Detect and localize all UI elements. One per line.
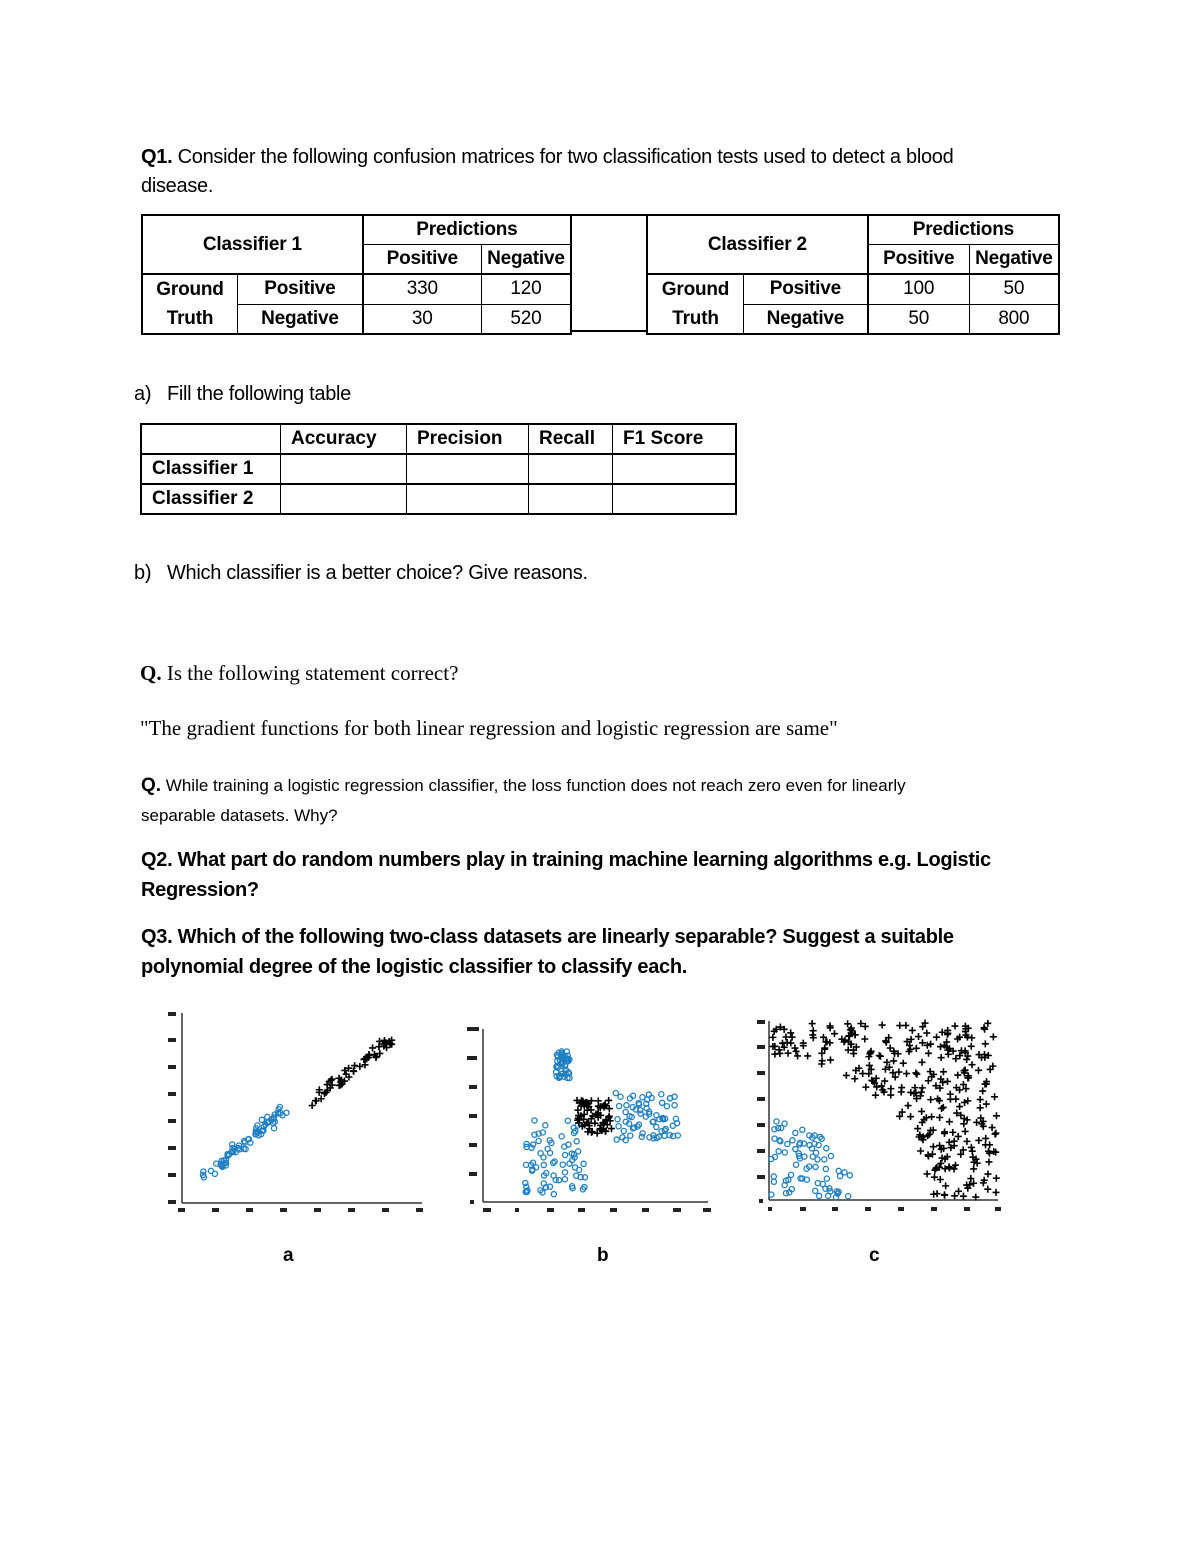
cm2-title: Classifier 2	[647, 215, 868, 274]
part-b-text: Which classifier is a better choice? Give reasons.	[166, 562, 588, 584]
cm1-row-group	[142, 274, 238, 334]
metrics-cell-recall	[529, 484, 613, 514]
q-gradient-label: Q.	[140, 661, 162, 685]
cm1-title: Classifier 1	[142, 215, 363, 274]
metrics-row-classifier-2	[141, 484, 736, 514]
cm1-col-positive: Positive	[363, 245, 482, 275]
q-gradient-text: Is the following statement correct?	[161, 661, 459, 685]
q-loss-text-cont: separable datasets. Why?	[141, 806, 338, 825]
metrics-cell-precision	[407, 484, 529, 514]
part-a-label: a)	[134, 383, 152, 405]
cm2-fp: 50	[868, 304, 970, 334]
part-a-prompt	[134, 380, 351, 409]
metrics-cell-f1	[613, 484, 737, 514]
cm2-row-group-line1: Ground	[661, 279, 730, 300]
part-a-text: Fill the following table	[166, 383, 351, 405]
cm2-tn: 800	[969, 304, 1059, 334]
plot-b-label: b	[597, 1245, 609, 1266]
q-loss-text: While training a logistic regression classifier, the loss function does not reach zero even for linearly	[161, 776, 906, 795]
cm2-predictions-header: Predictions	[868, 215, 1059, 245]
q1-prompt	[141, 143, 1081, 201]
q2-text: What part do random numbers play in training machine learning algorithms e.g. Logistic	[172, 849, 991, 871]
cm1-row-negative: Negative	[238, 304, 363, 334]
q3-prompt	[141, 922, 1061, 982]
metrics-cell-f1	[613, 454, 737, 484]
q-gradient-statement: "The gradient functions for both linear regression and logistic regression are same"	[140, 716, 838, 740]
cm1-col-negative: Negative	[481, 245, 571, 275]
q2-text-cont: Regression?	[141, 879, 259, 901]
q2-label: Q2.	[141, 849, 173, 871]
metrics-header-accuracy: Accuracy	[281, 424, 407, 454]
q2-prompt	[141, 845, 1061, 905]
metrics-table	[140, 423, 737, 515]
scatter-plot-c	[755, 1015, 1005, 1215]
scatter-plot-b	[465, 1015, 715, 1215]
q3-text: Which of the following two-class datasets are linearly separable? Suggest a suitable	[172, 926, 954, 948]
metrics-cell-precision	[407, 454, 529, 484]
metrics-header-blank	[141, 424, 281, 454]
q1-label: Q1.	[141, 146, 173, 168]
cm1-row-group-line1: Ground	[156, 279, 224, 300]
metrics-cell-recall	[529, 454, 613, 484]
table-gap-border	[572, 214, 647, 332]
q-gradient-prompt	[140, 661, 458, 686]
cm1-tp: 330	[363, 274, 482, 304]
cm1-fp: 30	[363, 304, 482, 334]
confusion-matrix-classifier-1	[141, 214, 572, 335]
cm2-row-group	[647, 274, 744, 334]
plot-b-plus-class	[574, 1097, 615, 1137]
cm2-col-positive: Positive	[868, 245, 970, 275]
metrics-cell-accuracy	[281, 484, 407, 514]
q1-text-cont: disease.	[141, 175, 214, 197]
part-b-label: b)	[134, 562, 152, 584]
metrics-row-classifier-1	[141, 454, 736, 484]
cm2-col-negative: Negative	[969, 245, 1059, 275]
cm2-row-group-line2: Truth	[672, 308, 719, 329]
cm1-row-positive: Positive	[238, 274, 363, 304]
metrics-header-precision: Precision	[407, 424, 529, 454]
cm1-row-group-line2: Truth	[166, 308, 214, 329]
plot-c-circle-class	[769, 1119, 853, 1200]
cm1-predictions-header: Predictions	[363, 215, 571, 245]
metrics-row-label: Classifier 1	[141, 454, 281, 484]
plot-a-circle-class	[200, 1104, 289, 1180]
metrics-cell-accuracy	[281, 454, 407, 484]
metrics-header-recall: Recall	[529, 424, 613, 454]
cm1-tn: 520	[481, 304, 571, 334]
metrics-header-row	[141, 424, 736, 454]
plot-c-plus-class	[769, 1020, 1000, 1201]
scatter-plot-a	[165, 1005, 430, 1215]
plot-c-label: c	[869, 1245, 880, 1266]
confusion-matrix-classifier-2	[646, 214, 1060, 335]
metrics-row-label: Classifier 2	[141, 484, 281, 514]
cm2-fn: 50	[969, 274, 1059, 304]
q3-text-cont: polynomial degree of the logistic classifier to classify each.	[141, 956, 688, 978]
cm2-row-negative: Negative	[744, 304, 868, 334]
cm2-row-positive: Positive	[744, 274, 868, 304]
q3-label: Q3.	[141, 926, 173, 948]
plot-a-plus-class	[309, 1037, 396, 1109]
q1-text: Consider the following confusion matrices for two classification tests used to detect a blood	[172, 146, 954, 168]
plot-b-ticks	[467, 1027, 711, 1212]
plot-a-label: a	[283, 1245, 294, 1266]
metrics-header-f1: F1 Score	[613, 424, 737, 454]
cm1-fn: 120	[481, 274, 571, 304]
q-loss-prompt	[141, 771, 1061, 831]
cm2-tp: 100	[868, 274, 970, 304]
part-b-prompt	[134, 559, 588, 588]
q-loss-label: Q.	[141, 775, 162, 796]
